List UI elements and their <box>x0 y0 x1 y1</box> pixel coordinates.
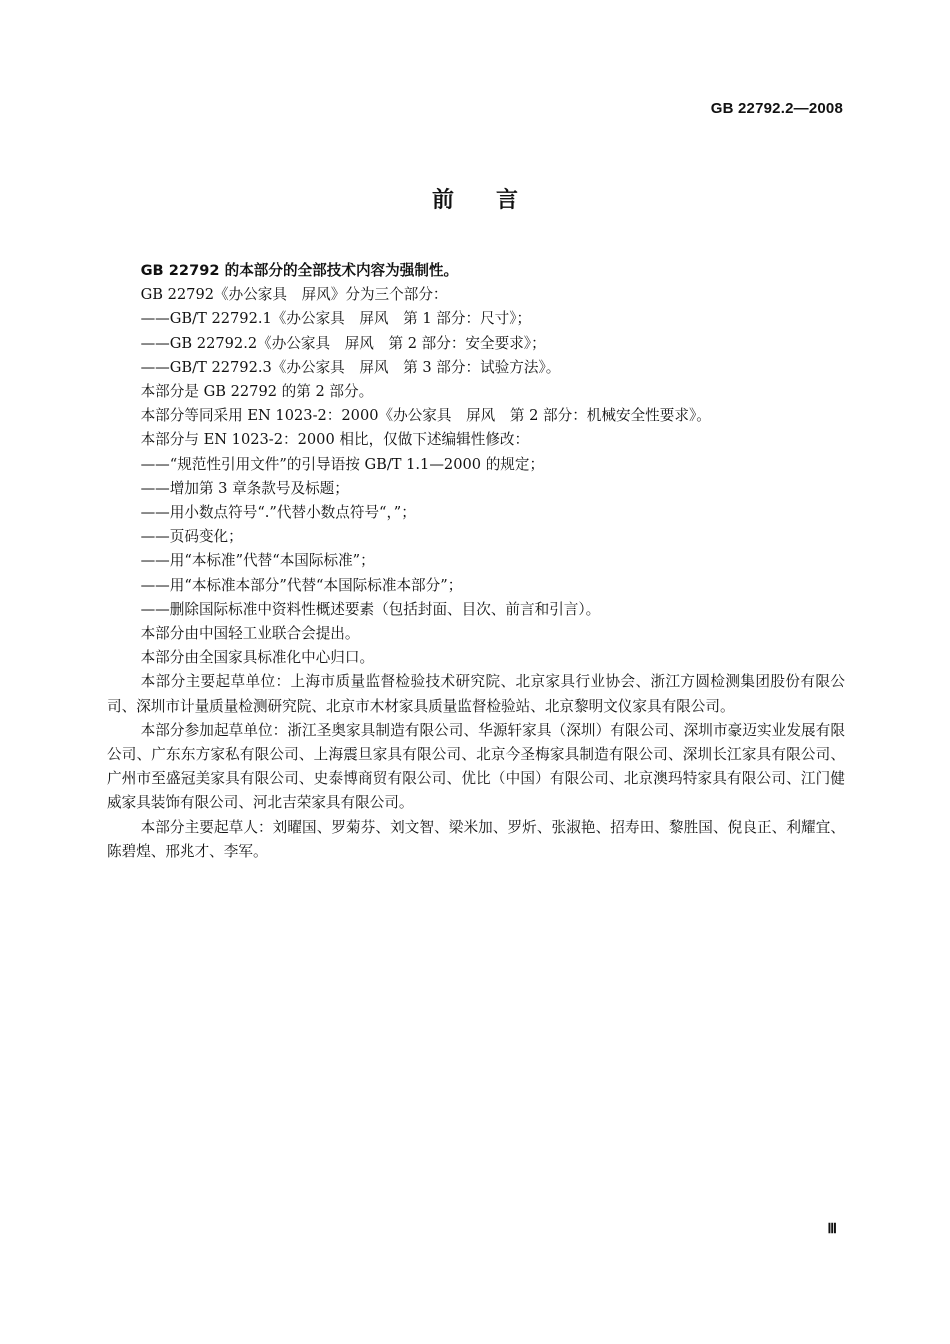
list-item-part-2: ——GB 22792.2《办公家具 屏风 第 2 部分：安全要求》； <box>140 334 546 352</box>
paragraph-participating-units: 本部分参加起草单位：浙江圣奥家具制造有限公司、华源轩家具（深圳）有限公司、深圳市豪迈实业发展有限公司、广东东方家私有限公司、上海震旦家具有限公司、北京今圣梅家具制造有限公司、深圳长江家具有限公司、广州市至盛冠美家具有限公司、史泰博商贸有限公司、优比（中国）有限公司、北京澳玛特家具有限公司、江门健威家具装饰有限公司、河北吉荣家具有限公司。 <box>107 721 845 812</box>
paragraph-main-drafting-units: 本部分主要起草单位：上海市质量监督检验技术研究院、北京家具行业协会、浙江方圆检测集团股份有限公司、深圳市计量质量检测研究院、北京市木材家具质量监督检验站、北京黎明文仪家具有限公司。 <box>107 673 845 715</box>
paragraph-centralized-by: 本部分由全国家具标准化中心归口。 <box>140 649 375 667</box>
list-item-part-1: ——GB/T 22792.1《办公家具 屏风 第 1 部分：尺寸》； <box>140 310 532 328</box>
list-item-modification: ——用小数点符号“.”代替小数点符号“，”； <box>140 504 416 522</box>
list-item-modification: ——页码变化； <box>140 528 243 546</box>
list-item-modification: ——用“本标准”代替“本国际标准”； <box>140 552 375 570</box>
foreword-body <box>107 259 845 864</box>
paragraph-modifications-intro: 本部分与 EN 1023-2：2000 相比，仅做下述编辑性修改： <box>140 431 530 449</box>
paragraph-proposed-by: 本部分由中国轻工业联合会提出。 <box>140 625 360 643</box>
list-item-modification: ——用“本标准本部分”代替“本国际标准本部分”； <box>140 576 463 594</box>
page-number: Ⅲ <box>827 1222 837 1237</box>
page-title: 前言 <box>431 188 560 213</box>
paragraph-mandatory-statement: GB 22792 的本部分的全部技术内容为强制性。 <box>140 262 459 279</box>
list-item-modification: ——增加第 3 章条款号及标题； <box>140 479 349 497</box>
list-item-modification: ——删除国际标准中资料性概述要素（包括封面、目次、前言和引言）。 <box>140 600 601 618</box>
paragraph-parts-intro: GB 22792《办公家具 屏风》分为三个部分： <box>140 286 448 304</box>
paragraph-equivalent-standard: 本部分等同采用 EN 1023-2：2000《办公家具 屏风 第 2 部分：机械安全性要求》。 <box>140 407 711 425</box>
standard-code: GB 22792.2—2008 <box>710 100 843 117</box>
paragraph-this-part: 本部分是 GB 22792 的第 2 部分。 <box>140 383 374 401</box>
paragraph-main-drafters: 本部分主要起草人：刘曜国、罗菊芬、刘文智、梁米加、罗炘、张淑艳、招寿田、黎胜国、倪良正、利耀宜、陈碧煌、邢兆才、李军。 <box>107 818 845 860</box>
list-item-part-3: ——GB/T 22792.3《办公家具 屏风 第 3 部分：试验方法》。 <box>140 358 561 376</box>
list-item-modification: ——“规范性引用文件”的引导语按 GB/T 1.1—2000 的规定； <box>140 455 545 473</box>
